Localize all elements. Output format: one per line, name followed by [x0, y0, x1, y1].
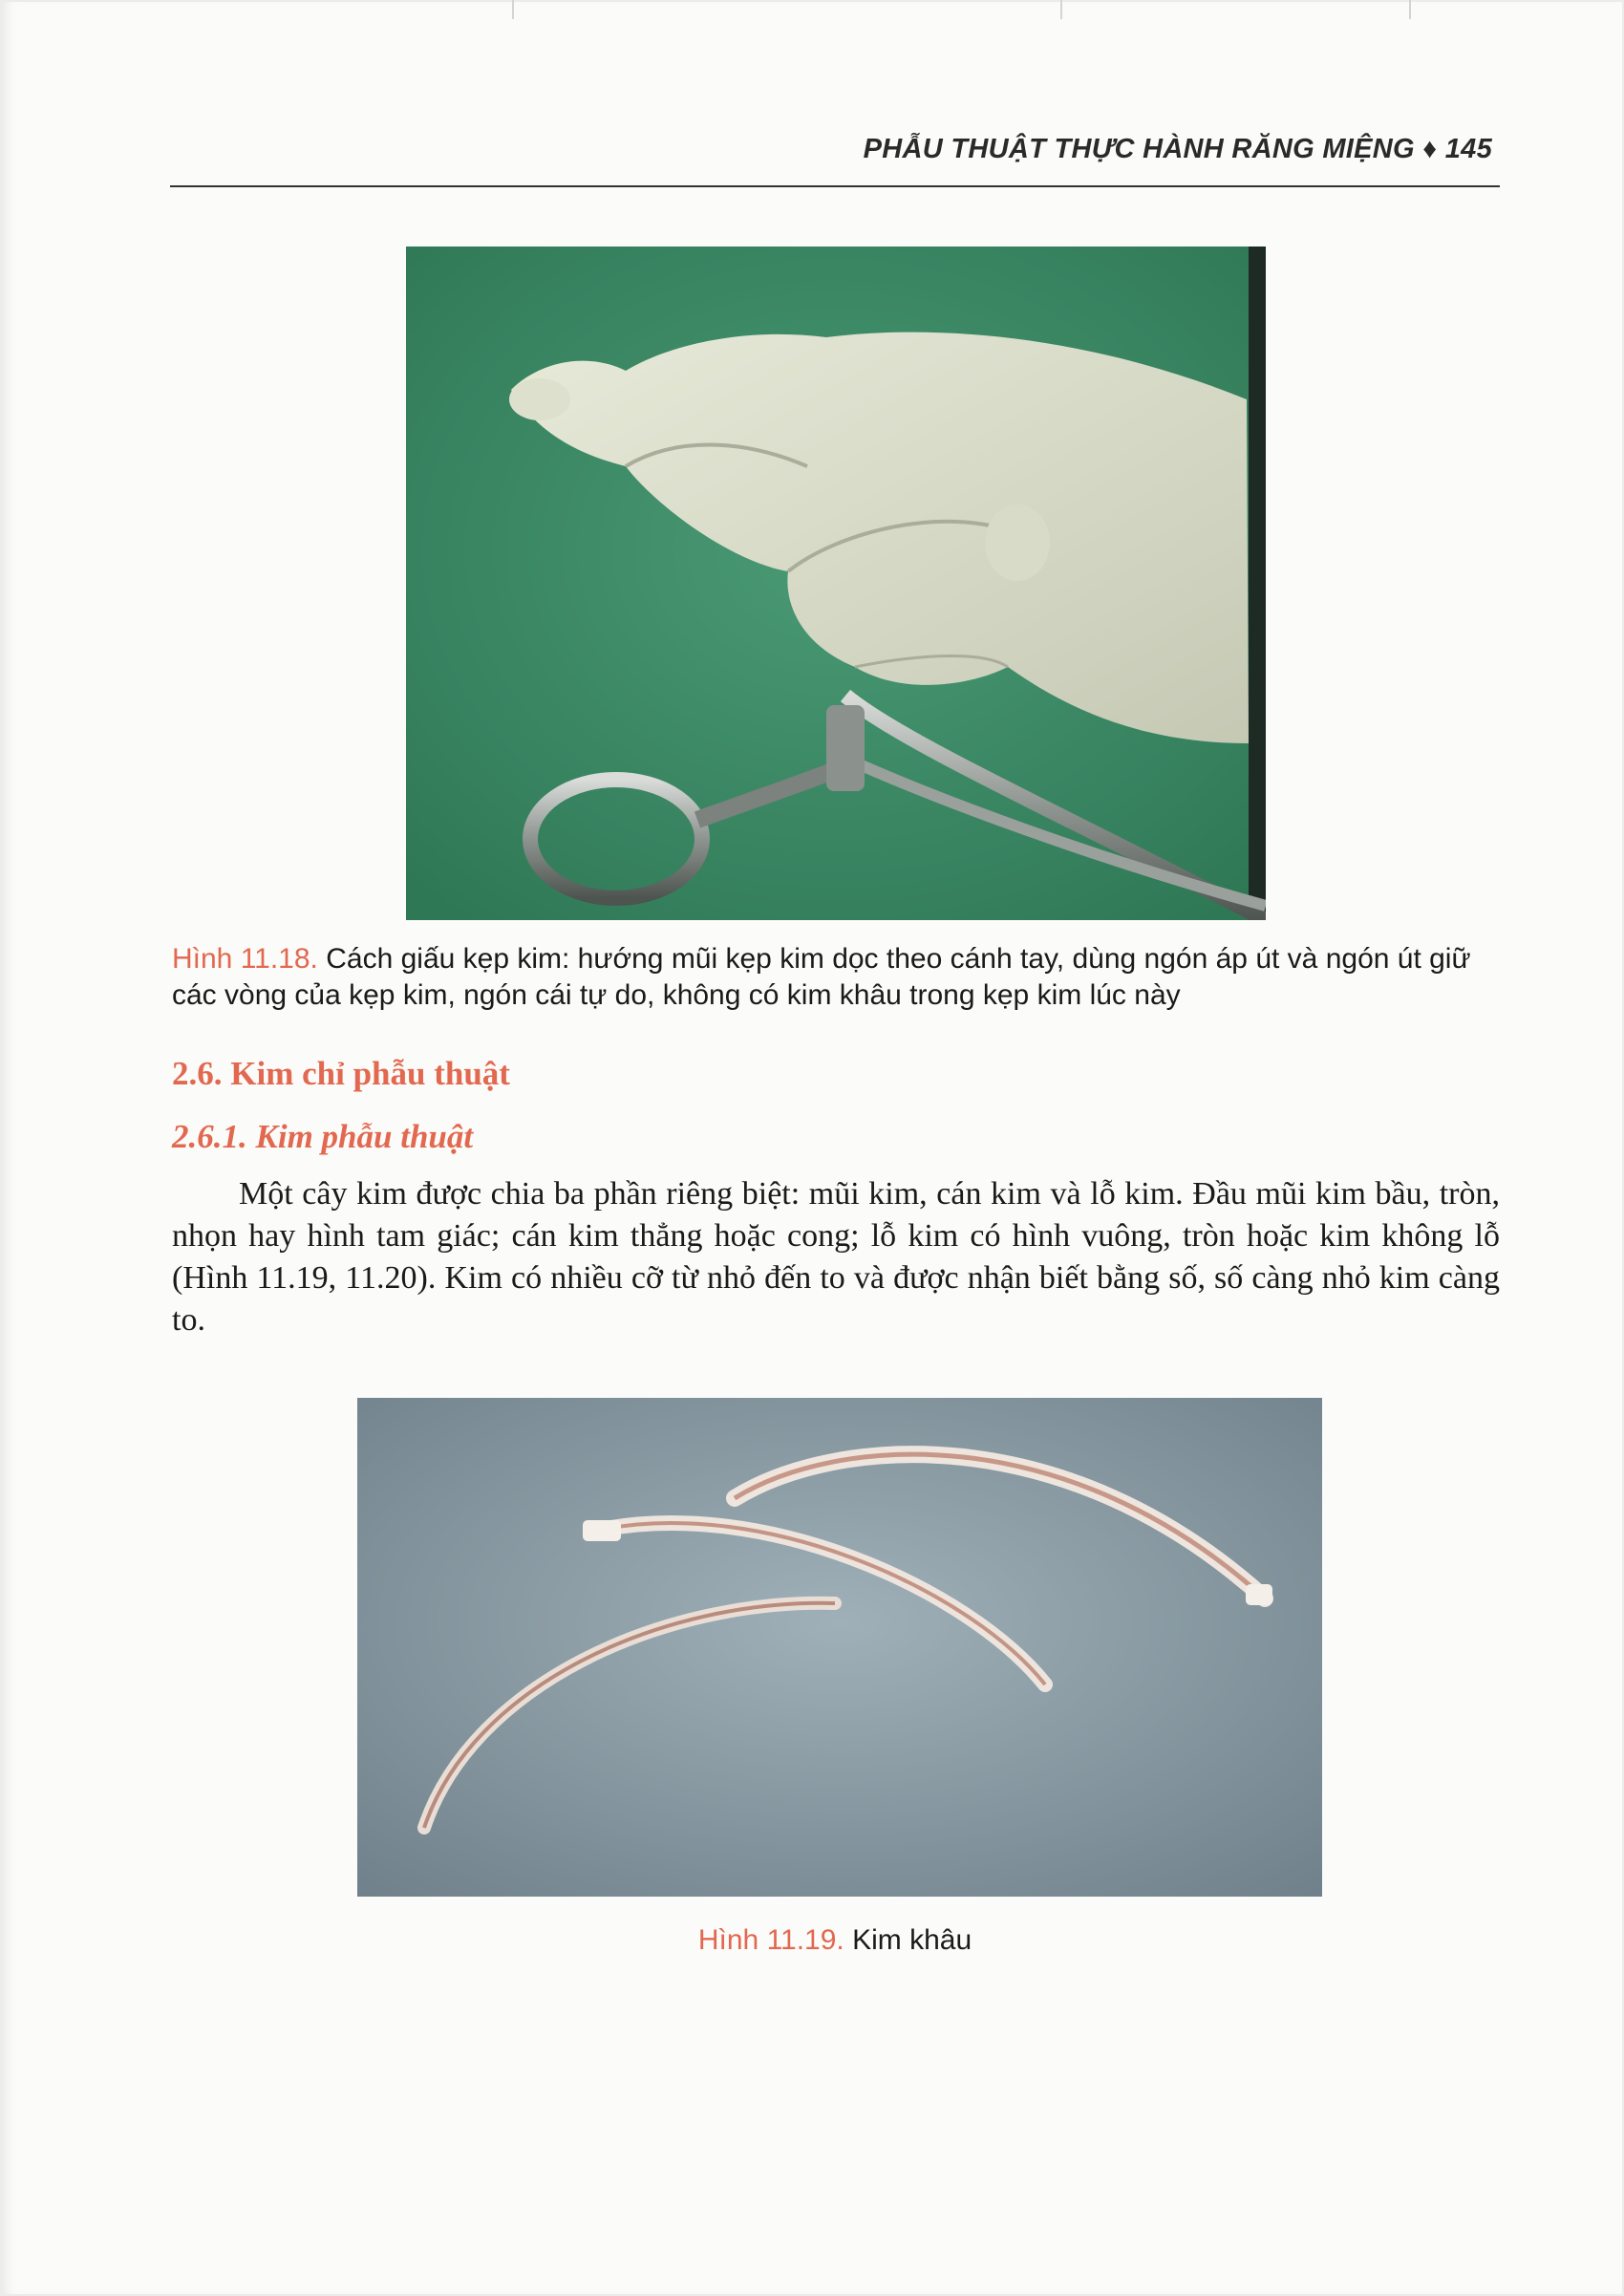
running-title: PHẪU THUẬT THỰC HÀNH RĂNG MIỆNG ♦ 145 — [863, 134, 1492, 164]
caption-text: Kim khâu — [844, 1924, 972, 1956]
needle-holder-photo — [406, 247, 1266, 920]
figure-11-18-caption — [172, 941, 1509, 1014]
section-heading: 2.6. Kim chỉ phẫu thuật — [172, 1055, 510, 1092]
figure-label: Hình 11.19. — [697, 1924, 844, 1956]
curved-needles-illustration — [357, 1398, 1322, 1897]
scan-mark — [512, 0, 514, 19]
running-header — [170, 128, 1500, 187]
caption-text: Cách giấu kẹp kim: hướng mũi kẹp kim dọc theo cánh tay, dùng ngón áp út và ngón út giữ các vòng của kẹp kim, ngón cái tự do, không có kim khâu trong kẹp kim lúc này — [172, 943, 1471, 1011]
suture-needles-photo — [357, 1398, 1322, 1897]
scan-mark — [1060, 0, 1062, 19]
scan-mark — [1409, 0, 1411, 19]
figure-label: Hình 11.18. — [172, 943, 318, 975]
subsection-heading: 2.6.1. Kim phẫu thuật — [172, 1118, 474, 1155]
hand-with-needle-holder-illustration — [406, 247, 1266, 920]
figure-11-19-caption — [170, 1922, 1500, 1959]
body-paragraph: Một cây kim được chia ba phần riêng biệt: mũi kim, cán kim và lỗ kim. Đầu mũi kim bầu, tròn, nhọn hay hình tam giác; cán kim thẳng hoặc cong; lỗ kim có hình vuông, tròn hoặc kim không lỗ (Hình 11.19, 11.20). Kim có nhiều cỡ từ nhỏ đến to và được nhận biết bằng số, số càng nhỏ kim càng to. — [172, 1176, 1500, 1338]
